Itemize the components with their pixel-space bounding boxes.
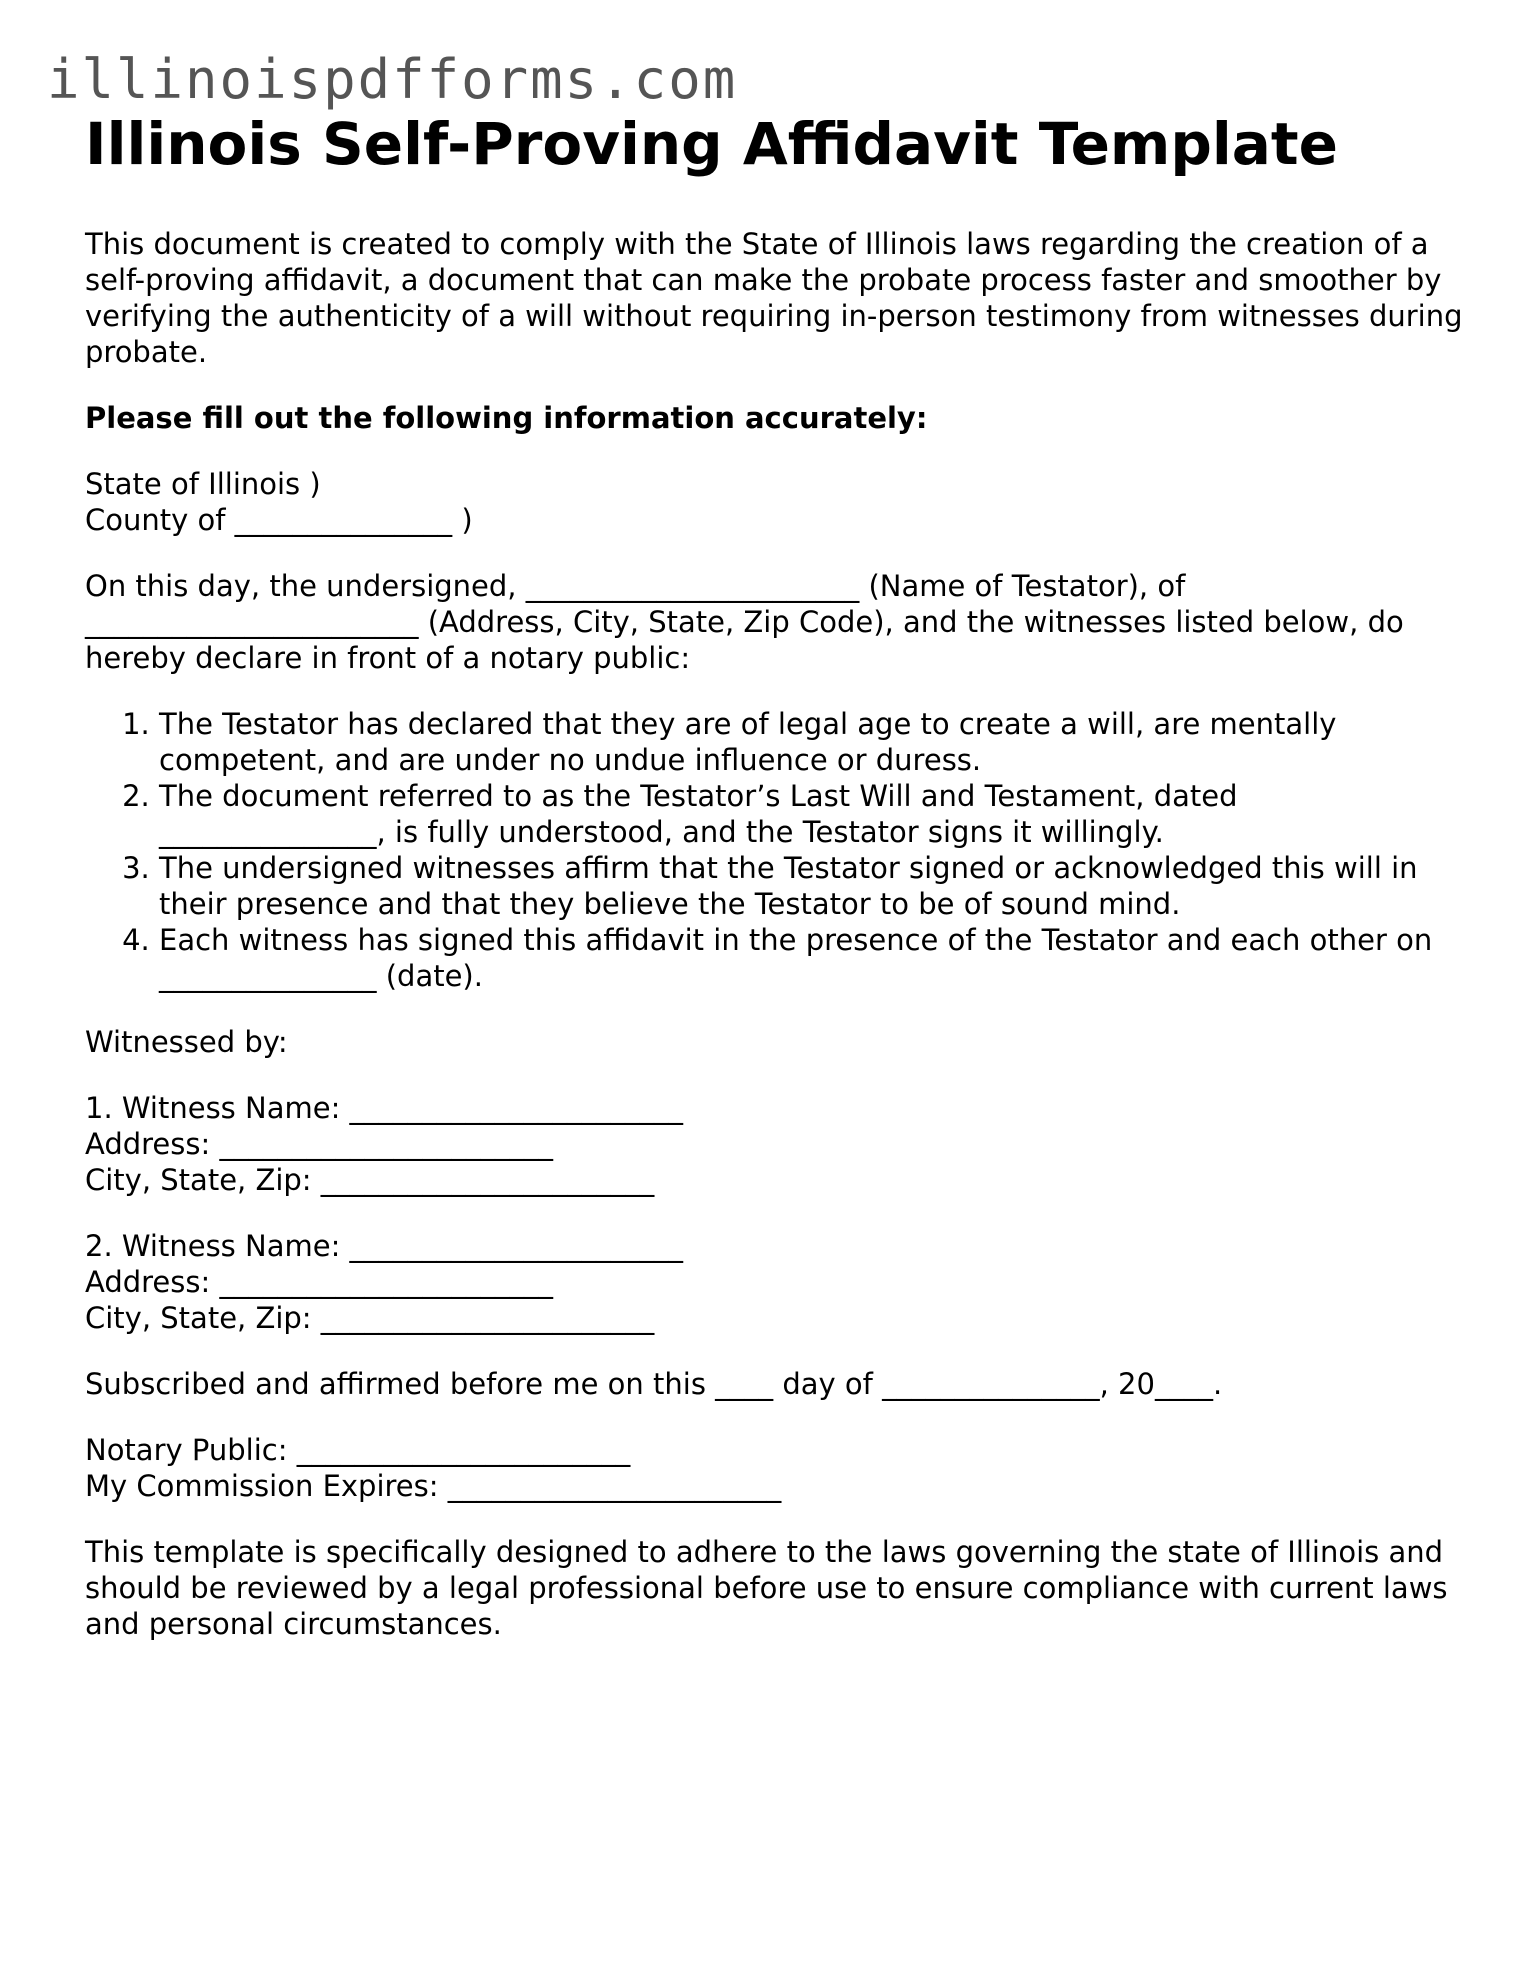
witness-1-city-field[interactable]: City, State, Zip: _______________________ — [85, 1163, 655, 1197]
document-body — [85, 104, 1465, 1672]
witness-2-name-field[interactable]: 2. Witness Name: _______________________ — [85, 1229, 684, 1263]
page-title: Illinois Self-Proving Affidavit Template — [85, 110, 1338, 178]
list-item: 4. Each witness has signed this affidavit in the presence of the Testator and each other on _______________ (date). — [159, 922, 1465, 994]
venue-block — [85, 466, 1465, 538]
intro-paragraph: This document is created to comply with the State of Illinois laws regarding the creation of a self-proving affidavit, a document that can make the probate process faster and smoother by verifying the authenticity of a will without requiring in-person testimony from witnesses during probate. — [85, 227, 1463, 369]
closing-paragraph: This template is specifically designed to adhere to the laws governing the state of Illinois and should be reviewed by a legal professional before use to ensure compliance with current laws and personal circumstances. — [85, 1535, 1448, 1641]
venue-state: State of Illinois ) — [85, 467, 321, 501]
notary-public-field[interactable]: Notary Public: _______________________ — [85, 1433, 631, 1467]
witnessed-by-label: Witnessed by: — [85, 1025, 288, 1059]
witness-2-city-field[interactable]: City, State, Zip: _______________________ — [85, 1301, 655, 1335]
subscribed-line: Subscribed and affirmed before me on this ____ day of _______________, 20____. — [85, 1367, 1223, 1401]
declaration-list — [85, 706, 1465, 994]
list-item: 1. The Testator has declared that they are of legal age to create a will, are mentally competent, and are under no undue influence or duress. — [159, 706, 1465, 778]
witness-1-name-field[interactable]: 1. Witness Name: _______________________ — [85, 1091, 684, 1125]
watermark: illinoispdfforms.com — [47, 48, 738, 111]
list-item: 3. The undersigned witnesses affirm that the Testator signed or acknowledged this will in their presence and that they believe the Testator to be of sound mind. — [159, 850, 1465, 922]
instruction-text: Please fill out the following information accurately: — [85, 401, 928, 435]
commission-expires-field[interactable]: My Commission Expires: _______________________ — [85, 1469, 782, 1503]
venue-county: County of _______________ ) — [85, 503, 473, 537]
notary-block — [85, 1432, 1465, 1504]
witness-2-address-field[interactable]: Address: _______________________ — [85, 1265, 553, 1299]
witness-1-block — [85, 1090, 1465, 1198]
declaration-paragraph: On this day, the undersigned, _______________________ (Name of Testator), of _______________________ (Address, City, State, Zip Code), and the witnesses listed below, do hereby declare in front of a notary public: — [85, 569, 1404, 675]
witness-2-block — [85, 1228, 1465, 1336]
witness-1-address-field[interactable]: Address: _______________________ — [85, 1127, 553, 1161]
list-item: 2. The document referred to as the Testator’s Last Will and Testament, dated _______________, is fully understood, and the Testator signs it willingly. — [159, 778, 1465, 850]
